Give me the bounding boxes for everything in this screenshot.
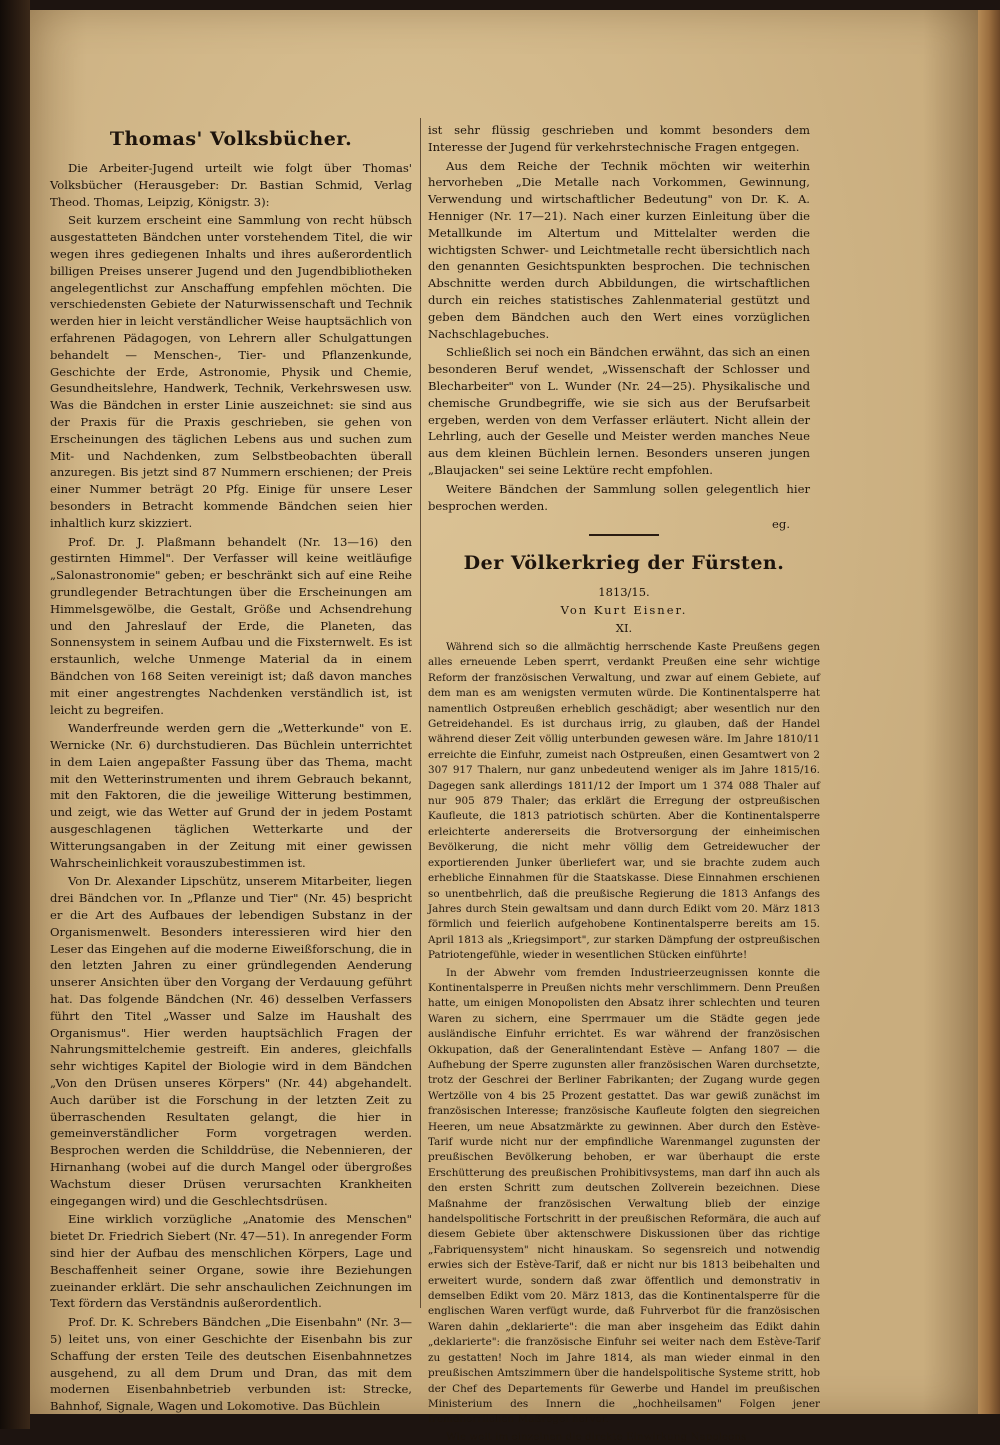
section-number: XI. xyxy=(615,621,633,635)
book-spine xyxy=(0,0,30,1429)
article-title: Der Völkerkrieg der Fürsten. xyxy=(463,552,785,574)
paragraph: In der Abwehr vom fremden Industrieerzeugnissen konnte die Kontinentalsperre in Preußen nichts mehr verschlimmern. Denn Preußen hatte, um einigen Monopolisten den Absatz ihrer schlechten und teuren Waren zu sichern, eine Sperrmauer um die Städte gegen jede ausländische Einfuhr errichtet. Es war während der französischen Okkupation, daß der Generalintendant Estève — Anfang 1807 — die Aufhebung der Sperre zugunsten aller französischen Waren durchsetzte, trotz der Geschrei der Berliner Fabrikanten; der Zugang wurde gegen Wertzölle von 4 bis 25 Prozent gestattet. Das war gewiß zunächst im französischen Interesse; französische Kaufleute folgten den siegreichen Heeren, um neue Absatzmärkte zu gewinnen. Aber durch den Estève-Tarif wurde nicht nur der empfindliche Warenmangel zugunsten der preußischen Bevölkerung behoben, er war überhaupt die erste Erschütterung des preußischen Prohibitivsystems, man darf ihn auch als den ersten Schritt zum deutschen Zollverein bezeichnen. Diese Maßnahme der französischen Verwaltung blieb der einzige handelspolitische Fortschritt in der preußischen Reformära, die auch auf diesem Gebiete über aktenschwere Diskussionen über das richtige „Fabriquensystem" nicht hinauskam. So segensreich und notwendig erwies sich der Estève-Tarif, daß er nicht nur bis 1813 beibehalten und erweitert wurde, sondern daß zwar öffentlich und demonstrativ in demselben Edikt vom 20. März 1813, das die Kontinentalsperre für die englischen Waren verfügt wurde, daß Fuhrverbot für die französischen Waren dahin „deklarierte": die man aber insgeheim das Edikt dahin „deklarierte": die französische Einfuhr sei weiter nach dem Estève-Tarif zu gestatten! Noch im Jahre 1814, als man wieder einmal in den preußischen Amtszimmern über die handelspolitische Systeme stritt, hob der Chef des Departements für Gewerbe und Handel im preußischen Ministerium des Innern die „hochheilsamen" Folgen jener fremdherrlichen Maßregel hervor. xyxy=(428,966,820,1426)
paragraph: Von Dr. Alexander Lipschütz, unserem Mitarbeiter, liegen drei Bändchen vor. In „Pflanze und Tier" (Nr. 45) bespricht er die Art des Aufbaues der lebendigen Substanz in der Organismenwelt. Besonders interessieren wird hier den Leser das Eingehen auf die moderne Eiweißforschung, die in den letzten Jahren zu einer gründlegenden Aenderung unserer Ansichten über den Vorgang der Verdauung geführt hat. Das folgende Bändchen (Nr. 46) desselben Verfassers führt den Titel „Wasser und Salze im Haushalt des Organismus". Hier werden hauptsächlich Fragen der Nahrungsmittelchemie gestreift. Ein anderes, gleichfalls sehr wichtiges Kapitel der Biologie wird in dem Bändchen „Von den Drüsen unseres Körpers" (Nr. 44) abgehandelt. Auch darüber ist die Forschung in der letzten Zeit zu überraschenden Resultaten gelangt, die hier in gemeinverständlicher Form vorgetragen werden. Besprochen werden die Schilddrüse, die Nebennieren, der Hirnanhang (wobei auf die durch Mangel oder übergroßes Wachstum dieser Drüsen verursachten Krankheiten eingegangen wird) und die Geschlechtsdrüsen. xyxy=(50,874,412,1208)
paragraph: Wanderfreunde werden gern die „Wetterkunde" von E. Wernicke (Nr. 6) durchstudieren. Das Büchlein unterrichtet in dem Laien angepaßter Fassung über das Thema, macht mit den Wetterinstrumenten und ihrem Gebrauch bekannt, mit den Faktoren, die die jeweilige Witterung bestimmen, und zeigt, wie das Wetter auf Grund der in jedem Postamt ausgeschlagenen täglichen Wetterkarte und der Witterungsangaben in der Zeitung mit einer gewissen Wahrscheinlichkeit vorauszubestimmen ist. xyxy=(50,721,412,870)
paragraph: Prof. Dr. K. Schrebers Bändchen „Die Eisenbahn" (Nr. 3—5) leitet uns, von einer Geschichte der Eisenbahn bis zur Schaffung der ersten Teile des deutschen Eisenbahnnetzes ausgehend, zu all dem Drum und Dran, das mit dem modernen Eisenbahnbetrieb verbunden ist: Strecke, Bahnhof, Signale, Wagen und Lokomotive. Das Büchlein xyxy=(50,1315,412,1414)
paragraph: Seit kurzem erscheint eine Sammlung von recht hübsch ausgestatteten Bändchen unter vorstehendem Titel, die wir wegen ihres gediegenen Inhalts und ihres außerordentlich billigen Preises unserer Jugend und den Jugendbibliotheken angelegentlichst zur Anschaffung empfehlen möchten. Die verschiedensten Gebiete der Naturwissenschaft und Technik werden hier in leicht verständlicher Weise hauptsächlich von erfahrenen Pädagogen, von Lehrern aller Schulgattungen behandelt — Menschen-, Tier- und Pflanzenkunde, Geschichte der Erde, Astronomie, Physik und Chemie, Gesundheitslehre, Handwerk, Technik, Verkehrswesen usw. Was die Bändchen in erster Linie auszeichnet: sie sind aus der Praxis für die Praxis geschrieben, sie gehen von Erscheinungen des täglichen Lebens aus und suchen zum Mit- und Nachdenken, zum Selbstbeobachten überall anzuregen. Bis jetzt sind 87 Nummern erschienen; der Preis einer Nummer beträgt 20 Pfg. Einige für unsere Leser besonders in Betracht kommende Bändchen seien hier inhaltlich kurz skizziert. xyxy=(50,213,412,530)
paragraph: ist sehr flüssig geschrieben und kommt besonders dem Interesse der Jugend für verkehrstechnische Fragen entgegen. xyxy=(428,123,810,154)
left-column xyxy=(50,126,412,1415)
paragraph: Prof. Dr. J. Plaßmann behandelt (Nr. 13—16) den gestirnten Himmel". Der Verfasser will keine weitläufige „Salonastronomie" geben; er beschränkt sich auf eine Reihe grundlegender Betrachtungen über die Erscheinungen am Himmelsgewölbe, die Gestalt, Größe und Achsendrehung und den Jahreslauf der Erde, die Planeten, das Sonnensystem in seinem Aufbau und die Fixsternwelt. Es ist erstaunlich, welche Unmenge Material da in einem Bändchen von 168 Seiten vereinigt ist; daß davon manches mit einer angestrengtes Nachdenken verständlich ist, ist leicht zu begreifen. xyxy=(50,534,412,717)
paragraph: Wie weit im einzelnen die direkte Einwirkung Napoleons xyxy=(446,1430,747,1443)
right-column-top xyxy=(428,122,810,533)
paragraph: Die Arbeiter-Jugend urteilt wie folgt über Thomas' Volksbücher (Herausgeber: Dr. Bastian Schmid, Verlag Theod. Thomas, Leipzig, Königstr. 3): xyxy=(50,161,412,209)
paragraph: Schließlich sei noch ein Bändchen erwähnt, das sich an einen besonderen Beruf wendet, „Wissenschaft der Schlosser und Blecharbeiter" von L. Wunder (Nr. 24—25). Physikalische und chemische Grundbegriffe, wie sie sich aus der Berufsarbeit ergeben, werden von dem Verfasser erläutert. Nicht allein der Lehrling, auch der Geselle und Meister werden manches Neue aus dem kleinen Büchlein lernen. Besonders unseren jungen „Blaujacken" sei seine Lektüre recht empfohlen. xyxy=(428,345,810,477)
section-divider xyxy=(589,534,659,536)
article-title: Thomas' Volksbücher. xyxy=(109,128,353,150)
paragraph: Weitere Bändchen der Sammlung sollen gelegentlich hier besprochen werden. xyxy=(428,481,810,513)
paragraph: Eine wirklich vorzügliche „Anatomie des Menschen" bietet Dr. Friedrich Siebert (Nr. 47—51). In anregender Form sind hier der Aufbau des menschlichen Körpers, Lage und Beschaffenheit seiner Organe, sowie ihre Beziehungen zueinander erklärt. Die sehr anschaulichen Zeichnungen im Text fördern das Verständnis außerordentlich. xyxy=(50,1212,412,1311)
author-signature: eg. xyxy=(772,517,790,532)
column-divider xyxy=(420,118,421,1308)
paragraph: Während sich so die allmächtig herrschende Kaste Preußens gegen alles erneuende Leben sperrt, verdankt Preußen eine sehr wichtige Reform der französischen Verwaltung, und zwar auf einem Gebiete, auf dem man es am wenigsten vermuten würde. Die Kontinentalsperre hat namentlich Ostpreußen erheblich geschädigt; aber wesentlich nur den Getreidehandel. Es ist durchaus irrig, zu glauben, daß der Handel während dieser Zeit völlig unterbunden gewesen wäre. Im Jahre 1810/11 erreichte die Einfuhr, zumeist nach Ostpreußen, einen Gesamtwert von 2 307 917 Thalern, nur ganz unbedeutend weniger als im Jahre 1815/16. Dagegen sank allerdings 1811/12 der Import um 1 374 088 Thaler auf nur 905 879 Thaler; das erklärt die Erregung der ostpreußischen Kaufleute, die 1813 patriotisch schürten. Aber die Kontinentalsperre erleichterte andererseits die Brotversorgung der einheimischen Bevölkerung, die nicht mehr völlig dem Getreidewucher der exportierenden Junker überliefert war, und sie brachte zudem auch erhebliche Einnahmen für die Staatskasse. Diese Einnahmen erschienen so unentbehrlich, daß die preußische Regierung die 1813 Anfangs des Jahres durch Stein gewaltsam und dann durch Edikt vom 20. März 1813 förmlich und feierlich aufgehobene Kontinentalsperre bereits am 15. April 1813 als „Kriegsimport", zur starken Dämpfung der ostpreußischen Patriotengefühle, wieder in wesentlichen Stücken einführte! xyxy=(428,641,820,962)
right-column-bottom xyxy=(428,524,820,1445)
article-author: Von Kurt Eisner. xyxy=(560,603,688,617)
article-years: 1813/15. xyxy=(598,585,650,599)
page-edge xyxy=(978,10,1000,1414)
paragraph: Aus dem Reiche der Technik möchten wir weiterhin hervorheben „Die Metalle nach Vorkommen, Gewinnung, Verwendung und wirtschaftlicher Bedeutung" von Dr. K. A. Henniger (Nr. 17—21). Nach einer kurzen Einleitung über die Metallkunde im Altertum und Mittelalter werden die wichtigsten Schwer- und Leichtmetalle recht übersichtlich nach den genannten Gesichtspunkten besprochen. Die technischen Abschnitte werden durch Abbildungen, die wirtschaftlichen durch ein reiches statistisches Zahlenmaterial gestützt und geben dem Bändchen auch den Wert eines vorzüglichen Nachschlagebuches. xyxy=(428,158,810,341)
